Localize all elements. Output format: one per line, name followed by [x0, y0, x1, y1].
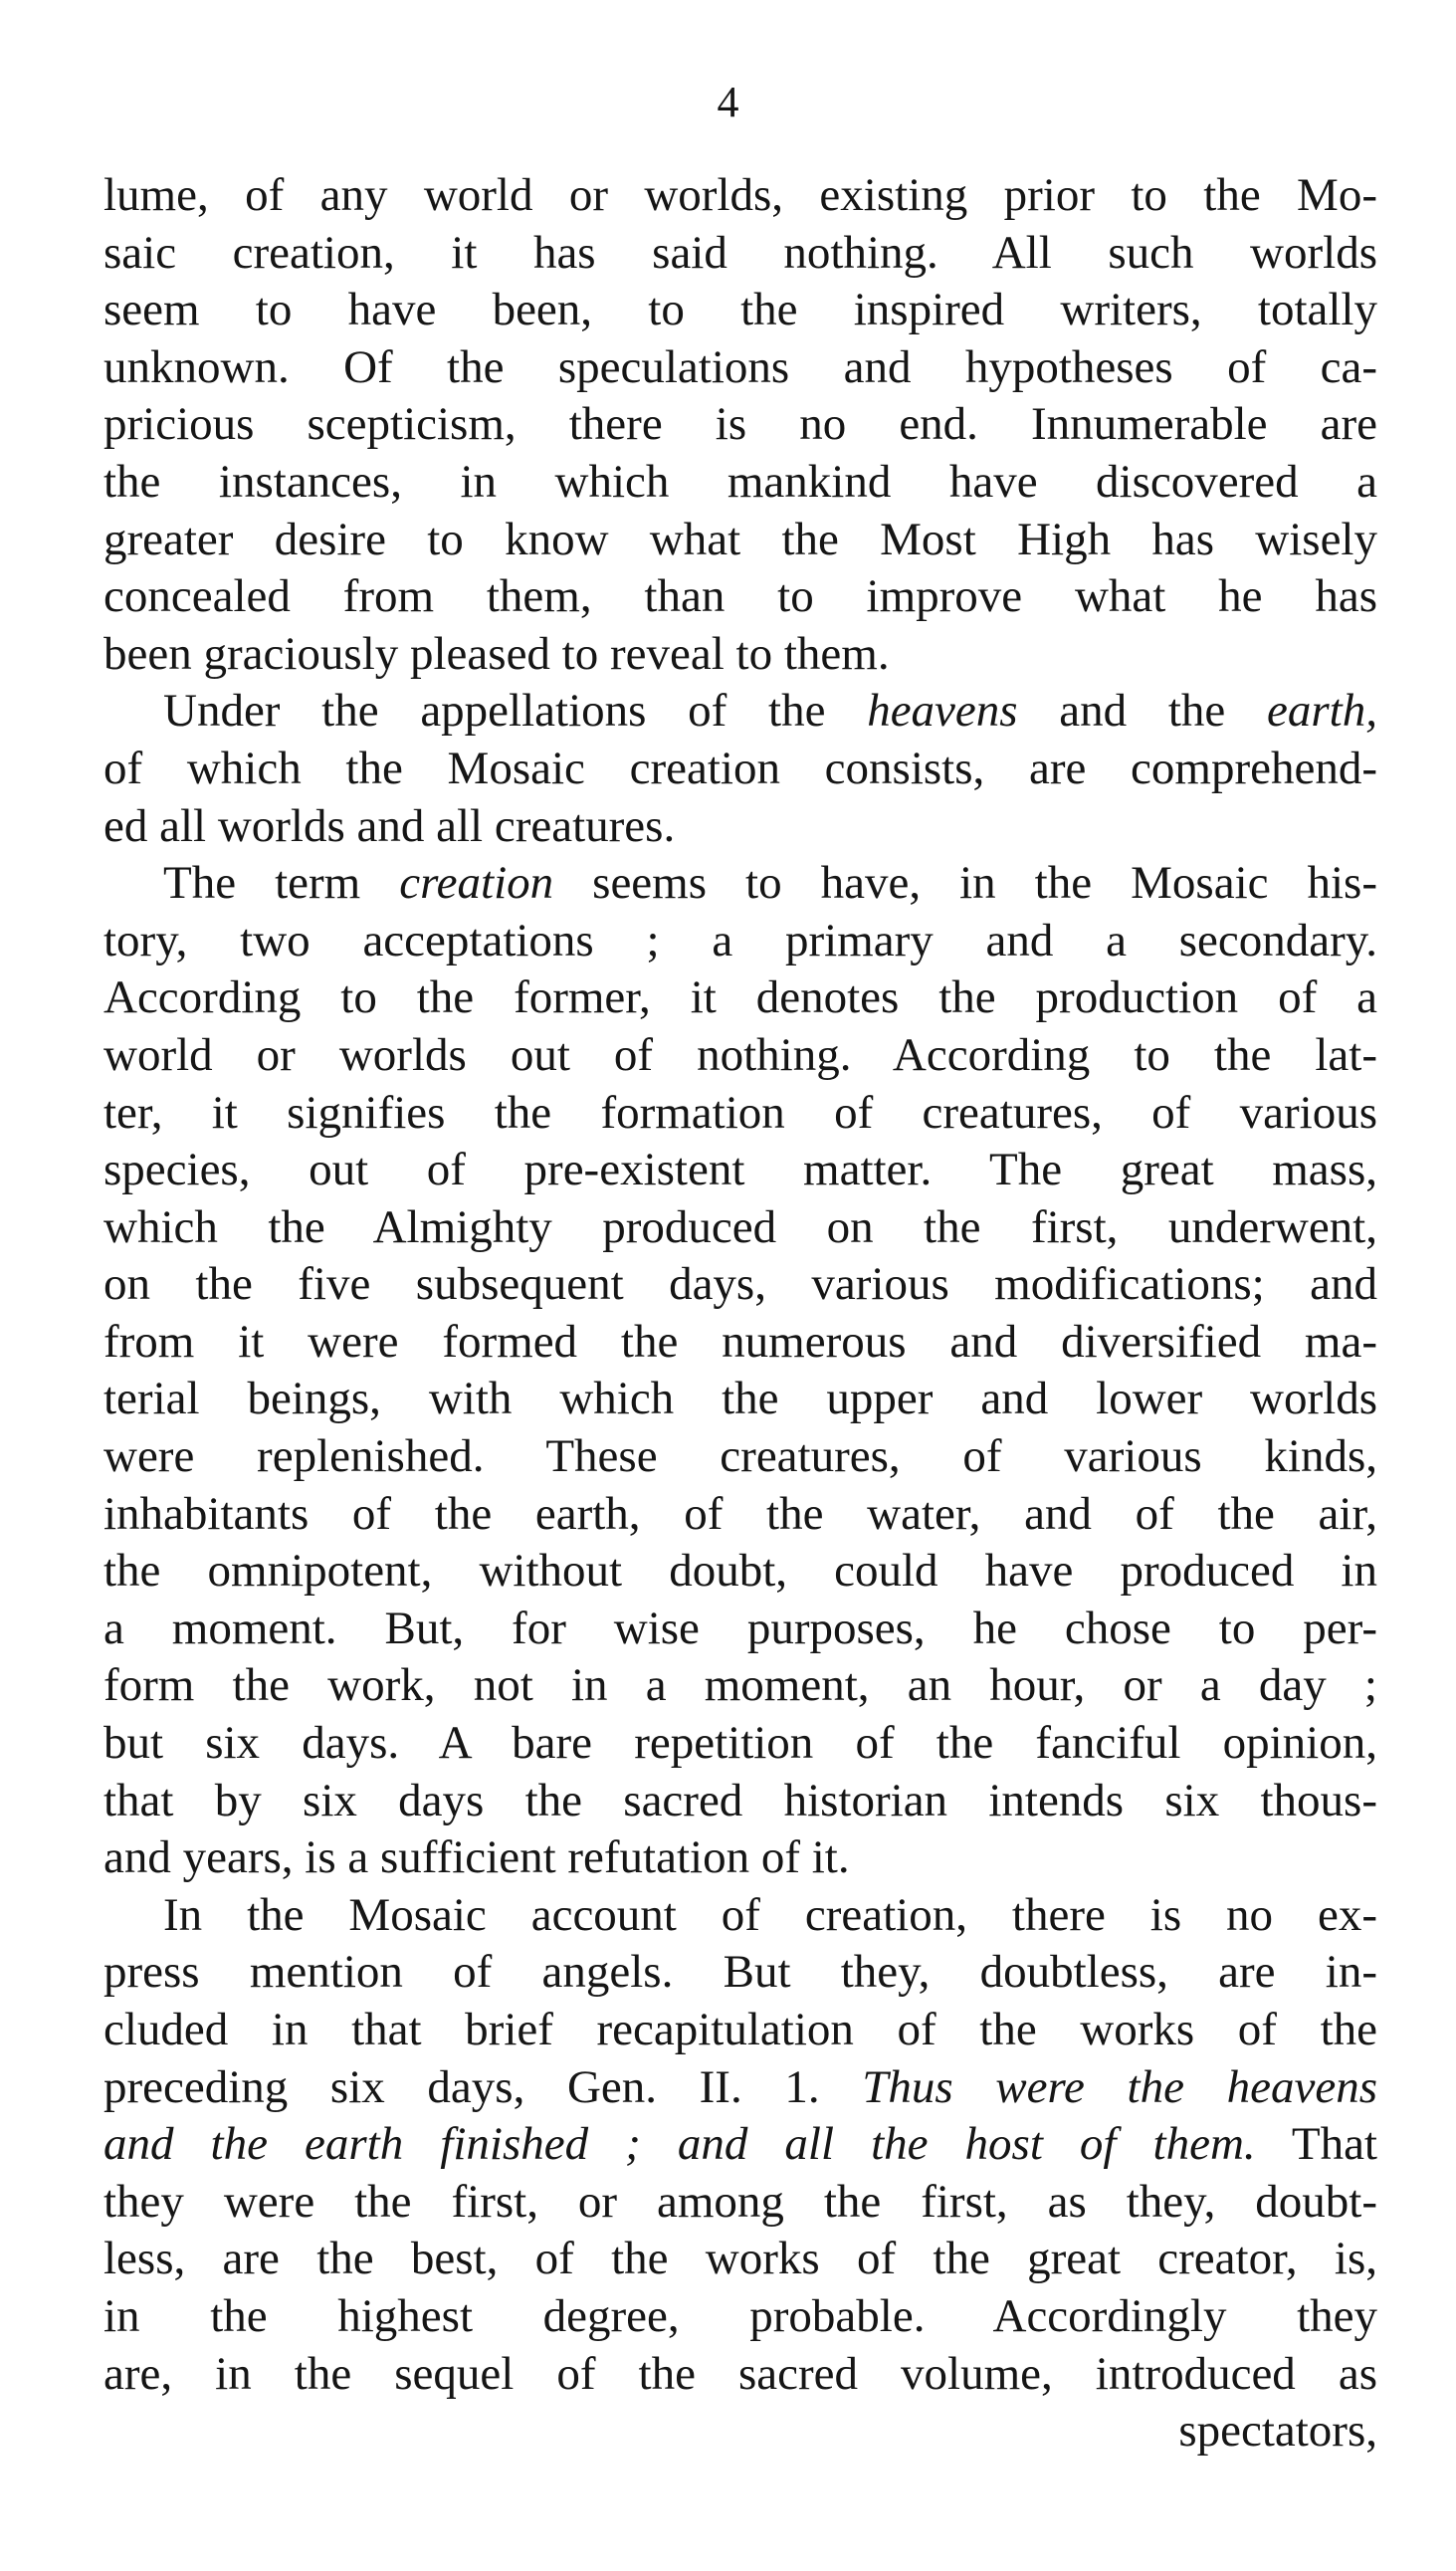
- body-text: [104, 167, 1377, 2461]
- text-span: that by six days the sacred historian intends six thous-: [104, 1774, 1377, 1826]
- text-line: [104, 167, 1377, 225]
- text-span: cluded in that brief recapitulation of the works of the: [104, 2004, 1377, 2055]
- italic-span: heavens: [867, 685, 1018, 738]
- text-line: [104, 2346, 1377, 2404]
- text-line: [104, 1601, 1377, 1658]
- catchword-text: spectators,: [1178, 2405, 1377, 2458]
- text-line: [104, 512, 1377, 569]
- text-line: [104, 1829, 1377, 1887]
- text-span: form the work, not in a moment, an hour, or a day ;: [104, 1659, 1377, 1712]
- text-line: [104, 1773, 1377, 1830]
- text-line: [104, 1715, 1377, 1773]
- paragraph-start-line: [104, 855, 1377, 913]
- text-line: [104, 2231, 1377, 2288]
- text-line: [104, 1657, 1377, 1715]
- text-span: preceding six days, Gen. II. 1.: [104, 2060, 863, 2113]
- text-span: unknown. Of the speculations and hypotheses of ca-: [104, 340, 1377, 393]
- text-span: a moment. But, for wise purposes, he chose to per-: [104, 1602, 1377, 1654]
- page-number: 4: [717, 78, 739, 126]
- text-line: [104, 2174, 1377, 2232]
- text-span: the omnipotent, without doubt, could have produced in: [104, 1545, 1377, 1598]
- text-span: inhabitants of the earth, of the water, and of the air,: [104, 1487, 1377, 1540]
- italic-span: Thus were the heavens: [862, 2060, 1377, 2113]
- text-line: [104, 454, 1377, 512]
- text-span: In the Mosaic account of creation, there is no ex-: [163, 1888, 1377, 1941]
- text-line: [104, 396, 1377, 454]
- text-span: which the Almighty produced on the first, underwent,: [104, 1200, 1377, 1253]
- text-span: in the highest degree, probable. Accordingly they: [104, 2289, 1377, 2342]
- text-line: [104, 1314, 1377, 1372]
- text-span: According to the former, it denotes the production of a: [104, 971, 1377, 1024]
- text-line: [104, 225, 1377, 283]
- text-line: [104, 1944, 1377, 2002]
- text-span: but six days. A bare repetition of the fanciful opinion,: [104, 1717, 1377, 1770]
- text-line: [104, 568, 1377, 626]
- text-span: the instances, in which mankind have discovered a: [104, 455, 1377, 508]
- text-span: and years, is a sufficient refutation of it.: [104, 1831, 850, 1884]
- text-span: ed all worlds and all creatures.: [104, 799, 676, 852]
- text-line: [104, 1142, 1377, 1199]
- text-span: terial beings, with which the upper and lower worlds: [104, 1373, 1377, 1425]
- text-line: [104, 1199, 1377, 1257]
- text-line: [104, 1543, 1377, 1601]
- text-line: [104, 2288, 1377, 2346]
- text-line: [104, 1085, 1377, 1143]
- text-line: [104, 1428, 1377, 1486]
- text-line: [104, 969, 1377, 1027]
- text-span: ter, it signifies the formation of creatures, of various: [104, 1086, 1377, 1139]
- text-line: [104, 2002, 1377, 2059]
- text-span: tory, two acceptations ; a primary and a secondary.: [104, 914, 1377, 966]
- text-span: less, are the best, of the works of the great creator, is,: [104, 2233, 1377, 2285]
- text-line: [104, 1371, 1377, 1428]
- text-span: seems to have, in the Mosaic his-: [553, 857, 1378, 910]
- text-line: [104, 741, 1377, 798]
- text-line: [104, 339, 1377, 397]
- text-span: were replenished. These creatures, of various kinds,: [104, 1430, 1377, 1483]
- italic-span: earth,: [1267, 685, 1377, 738]
- text-span: seem to have been, to the inspired writers, totally: [104, 284, 1377, 336]
- text-line: [104, 1486, 1377, 1544]
- text-span: on the five subsequent days, various modifications; and: [104, 1258, 1377, 1311]
- text-span: lume, of any world or worlds, existing prior to the Mo-: [104, 169, 1377, 221]
- text-span: and the: [1017, 685, 1268, 738]
- italic-span: and the earth finished ; and all the host of them.: [104, 2118, 1256, 2171]
- text-span: saic creation, it has said nothing. All such worlds: [104, 226, 1377, 279]
- text-line: [104, 798, 1377, 856]
- text-span: pricious scepticism, there is no end. Innumerable are: [104, 398, 1377, 451]
- text-line: [104, 913, 1377, 970]
- text-span: The term: [163, 857, 400, 910]
- text-span: are, in the sequel of the sacred volume, introduced as: [104, 2347, 1377, 2400]
- text-span: species, out of pre-existent matter. The great mass,: [104, 1144, 1377, 1196]
- catchword: [104, 2403, 1377, 2461]
- text-line: [104, 282, 1377, 339]
- text-line: [104, 1027, 1377, 1085]
- text-span: Under the appellations of the: [163, 685, 868, 738]
- text-line: [104, 1256, 1377, 1314]
- text-span: That: [1255, 2118, 1377, 2171]
- text-span: press mention of angels. But they, doubtless, are in-: [104, 1946, 1377, 1999]
- text-span: they were the first, or among the first, as they, doubt-: [104, 2175, 1377, 2228]
- italic-span: creation: [399, 857, 554, 910]
- paragraph-start-line: [104, 1887, 1377, 1945]
- text-line: [104, 2059, 1377, 2117]
- text-span: been graciously pleased to reveal to them.: [104, 627, 890, 680]
- text-span: concealed from them, than to improve what he has: [104, 570, 1377, 623]
- text-line: [104, 626, 1377, 684]
- text-span: greater desire to know what the Most High has wisely: [104, 513, 1377, 565]
- text-span: of which the Mosaic creation consists, are comprehend-: [104, 742, 1377, 794]
- text-span: world or worlds out of nothing. According to the lat-: [104, 1028, 1377, 1081]
- text-span: from it were formed the numerous and diversified ma-: [104, 1315, 1377, 1368]
- text-line: [104, 2116, 1377, 2174]
- paragraph-start-line: [104, 683, 1377, 741]
